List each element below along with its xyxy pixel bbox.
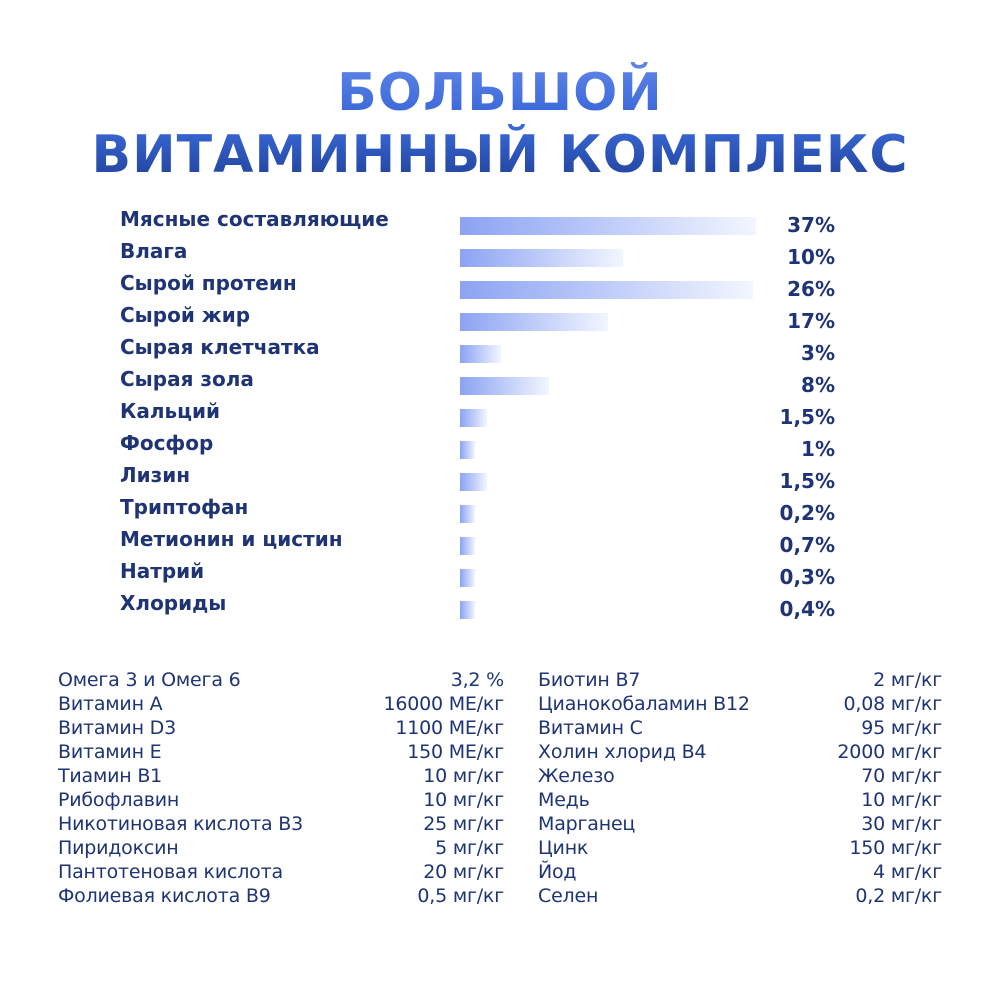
nutrient-row [538, 692, 942, 716]
chart-category-label: Сырой жир [120, 303, 251, 327]
nutrient-row [58, 812, 504, 836]
nutrient-row [538, 716, 942, 740]
nutrient-name: Фолиевая кислота В9 [58, 885, 271, 907]
chart-value-label: 17% [787, 309, 835, 333]
nutrient-name: Марганец [538, 813, 636, 835]
nutrient-name: Цианокобаламин В12 [538, 693, 750, 715]
chart-bar [460, 345, 501, 363]
nutrient-value: 0,08 мг/кг [843, 693, 942, 715]
nutrient-name: Холин хлорид В4 [538, 741, 707, 763]
nutrient-value: 2000 мг/кг [837, 741, 942, 763]
chart-category-label: Сырая клетчатка [120, 335, 320, 359]
nutrient-name: Омега 3 и Омега 6 [58, 669, 241, 691]
chart-value-label: 0,2% [779, 501, 835, 525]
chart-category-label: Кальций [120, 399, 220, 423]
nutrient-row [538, 788, 942, 812]
nutrient-name: Йод [538, 861, 577, 883]
chart-category-label: Сырая зола [120, 367, 254, 391]
nutrient-name: Пантотеновая кислота [58, 861, 283, 883]
nutrient-name: Витамин А [58, 693, 163, 715]
chart-value-label: 8% [801, 373, 835, 397]
chart-value-label: 1% [801, 437, 835, 461]
nutrients-list-right [538, 668, 942, 908]
chart-category-label: Триптофан [120, 495, 249, 519]
nutrient-value: 70 мг/кг [861, 765, 942, 787]
nutrient-row [58, 692, 504, 716]
chart-bar [460, 505, 475, 523]
nutrient-row [58, 788, 504, 812]
nutrient-name: Железо [538, 765, 615, 787]
nutrients-list-left [58, 668, 504, 908]
chart-bar [460, 601, 475, 619]
chart-value-label: 0,7% [779, 533, 835, 557]
nutrient-row [538, 764, 942, 788]
chart-value-label: 10% [787, 245, 835, 269]
chart-category-label: Сырой протеин [120, 271, 297, 295]
chart-value-label: 37% [787, 213, 835, 237]
chart-category-label: Фосфор [120, 431, 214, 455]
chart-bar [460, 441, 475, 459]
nutrient-value: 5 мг/кг [435, 837, 504, 859]
nutrient-name: Цинк [538, 837, 589, 859]
nutrient-value: 150 мг/кг [849, 837, 942, 859]
nutrient-name: Рибофлавин [58, 789, 180, 811]
nutrient-value: 20 мг/кг [423, 861, 504, 883]
chart-value-label: 1,5% [779, 405, 835, 429]
nutrient-value: 150 МЕ/кг [407, 741, 504, 763]
nutrient-name: Витамин С [538, 717, 643, 739]
chart-bar [460, 281, 753, 299]
chart-bar [460, 537, 475, 555]
nutrient-value: 2 мг/кг [873, 669, 942, 691]
nutrient-row [58, 716, 504, 740]
nutrient-value: 3,2 % [450, 669, 504, 691]
nutrient-row [538, 668, 942, 692]
chart-category-label: Влага [120, 239, 188, 263]
chart-bar [460, 377, 549, 395]
chart-value-label: 0,3% [779, 565, 835, 589]
chart-bar [460, 569, 475, 587]
chart-category-label: Хлориды [120, 591, 227, 615]
nutrient-row [58, 668, 504, 692]
nutrient-row [58, 860, 504, 884]
chart-bar [460, 409, 487, 427]
nutrient-name: Селен [538, 885, 599, 907]
chart-category-label: Метионин и цистин [120, 527, 343, 551]
nutrient-row [58, 884, 504, 908]
nutrient-row [58, 764, 504, 788]
nutrient-value: 0,5 мг/кг [417, 885, 504, 907]
nutrient-row [58, 836, 504, 860]
chart-value-label: 3% [801, 341, 835, 365]
nutrient-value: 30 мг/кг [861, 813, 942, 835]
chart-bar [460, 249, 623, 267]
nutrient-row [538, 884, 942, 908]
title-line-1: БОЛЬШОЙ [0, 62, 1000, 124]
chart-bar [460, 313, 608, 331]
nutrient-row [58, 740, 504, 764]
title-line-2: ВИТАМИННЫЙ КОМПЛЕКС [0, 124, 1000, 186]
nutrient-name: Витамин D3 [58, 717, 176, 739]
nutrient-name: Пиридоксин [58, 837, 179, 859]
nutrient-value: 1100 МЕ/кг [395, 717, 504, 739]
nutrient-value: 10 мг/кг [861, 789, 942, 811]
nutrient-row [538, 836, 942, 860]
nutrient-value: 0,2 мг/кг [855, 885, 942, 907]
nutrient-name: Биотин В7 [538, 669, 641, 691]
nutrient-value: 10 мг/кг [423, 789, 504, 811]
nutrient-value: 95 мг/кг [861, 717, 942, 739]
chart-bar [460, 217, 756, 235]
nutrient-value: 25 мг/кг [423, 813, 504, 835]
chart-category-label: Лизин [120, 463, 191, 487]
chart-value-label: 0,4% [779, 597, 835, 621]
nutrient-name: Тиамин В1 [58, 765, 163, 787]
chart-value-label: 26% [787, 277, 835, 301]
chart-value-label: 1,5% [779, 469, 835, 493]
nutrient-row [538, 812, 942, 836]
chart-bar [460, 473, 487, 491]
nutrient-row [538, 860, 942, 884]
nutrient-name: Витамин Е [58, 741, 162, 763]
nutrient-name: Никотиновая кислота В3 [58, 813, 304, 835]
nutrient-value: 10 мг/кг [423, 765, 504, 787]
nutrient-value: 4 мг/кг [873, 861, 942, 883]
nutrient-value: 16000 МЕ/кг [383, 693, 504, 715]
nutrient-name: Медь [538, 789, 590, 811]
page-title [0, 62, 1000, 186]
chart-category-label: Натрий [120, 559, 205, 583]
nutrient-row [538, 740, 942, 764]
chart-category-label: Мясные составляющие [120, 207, 389, 231]
